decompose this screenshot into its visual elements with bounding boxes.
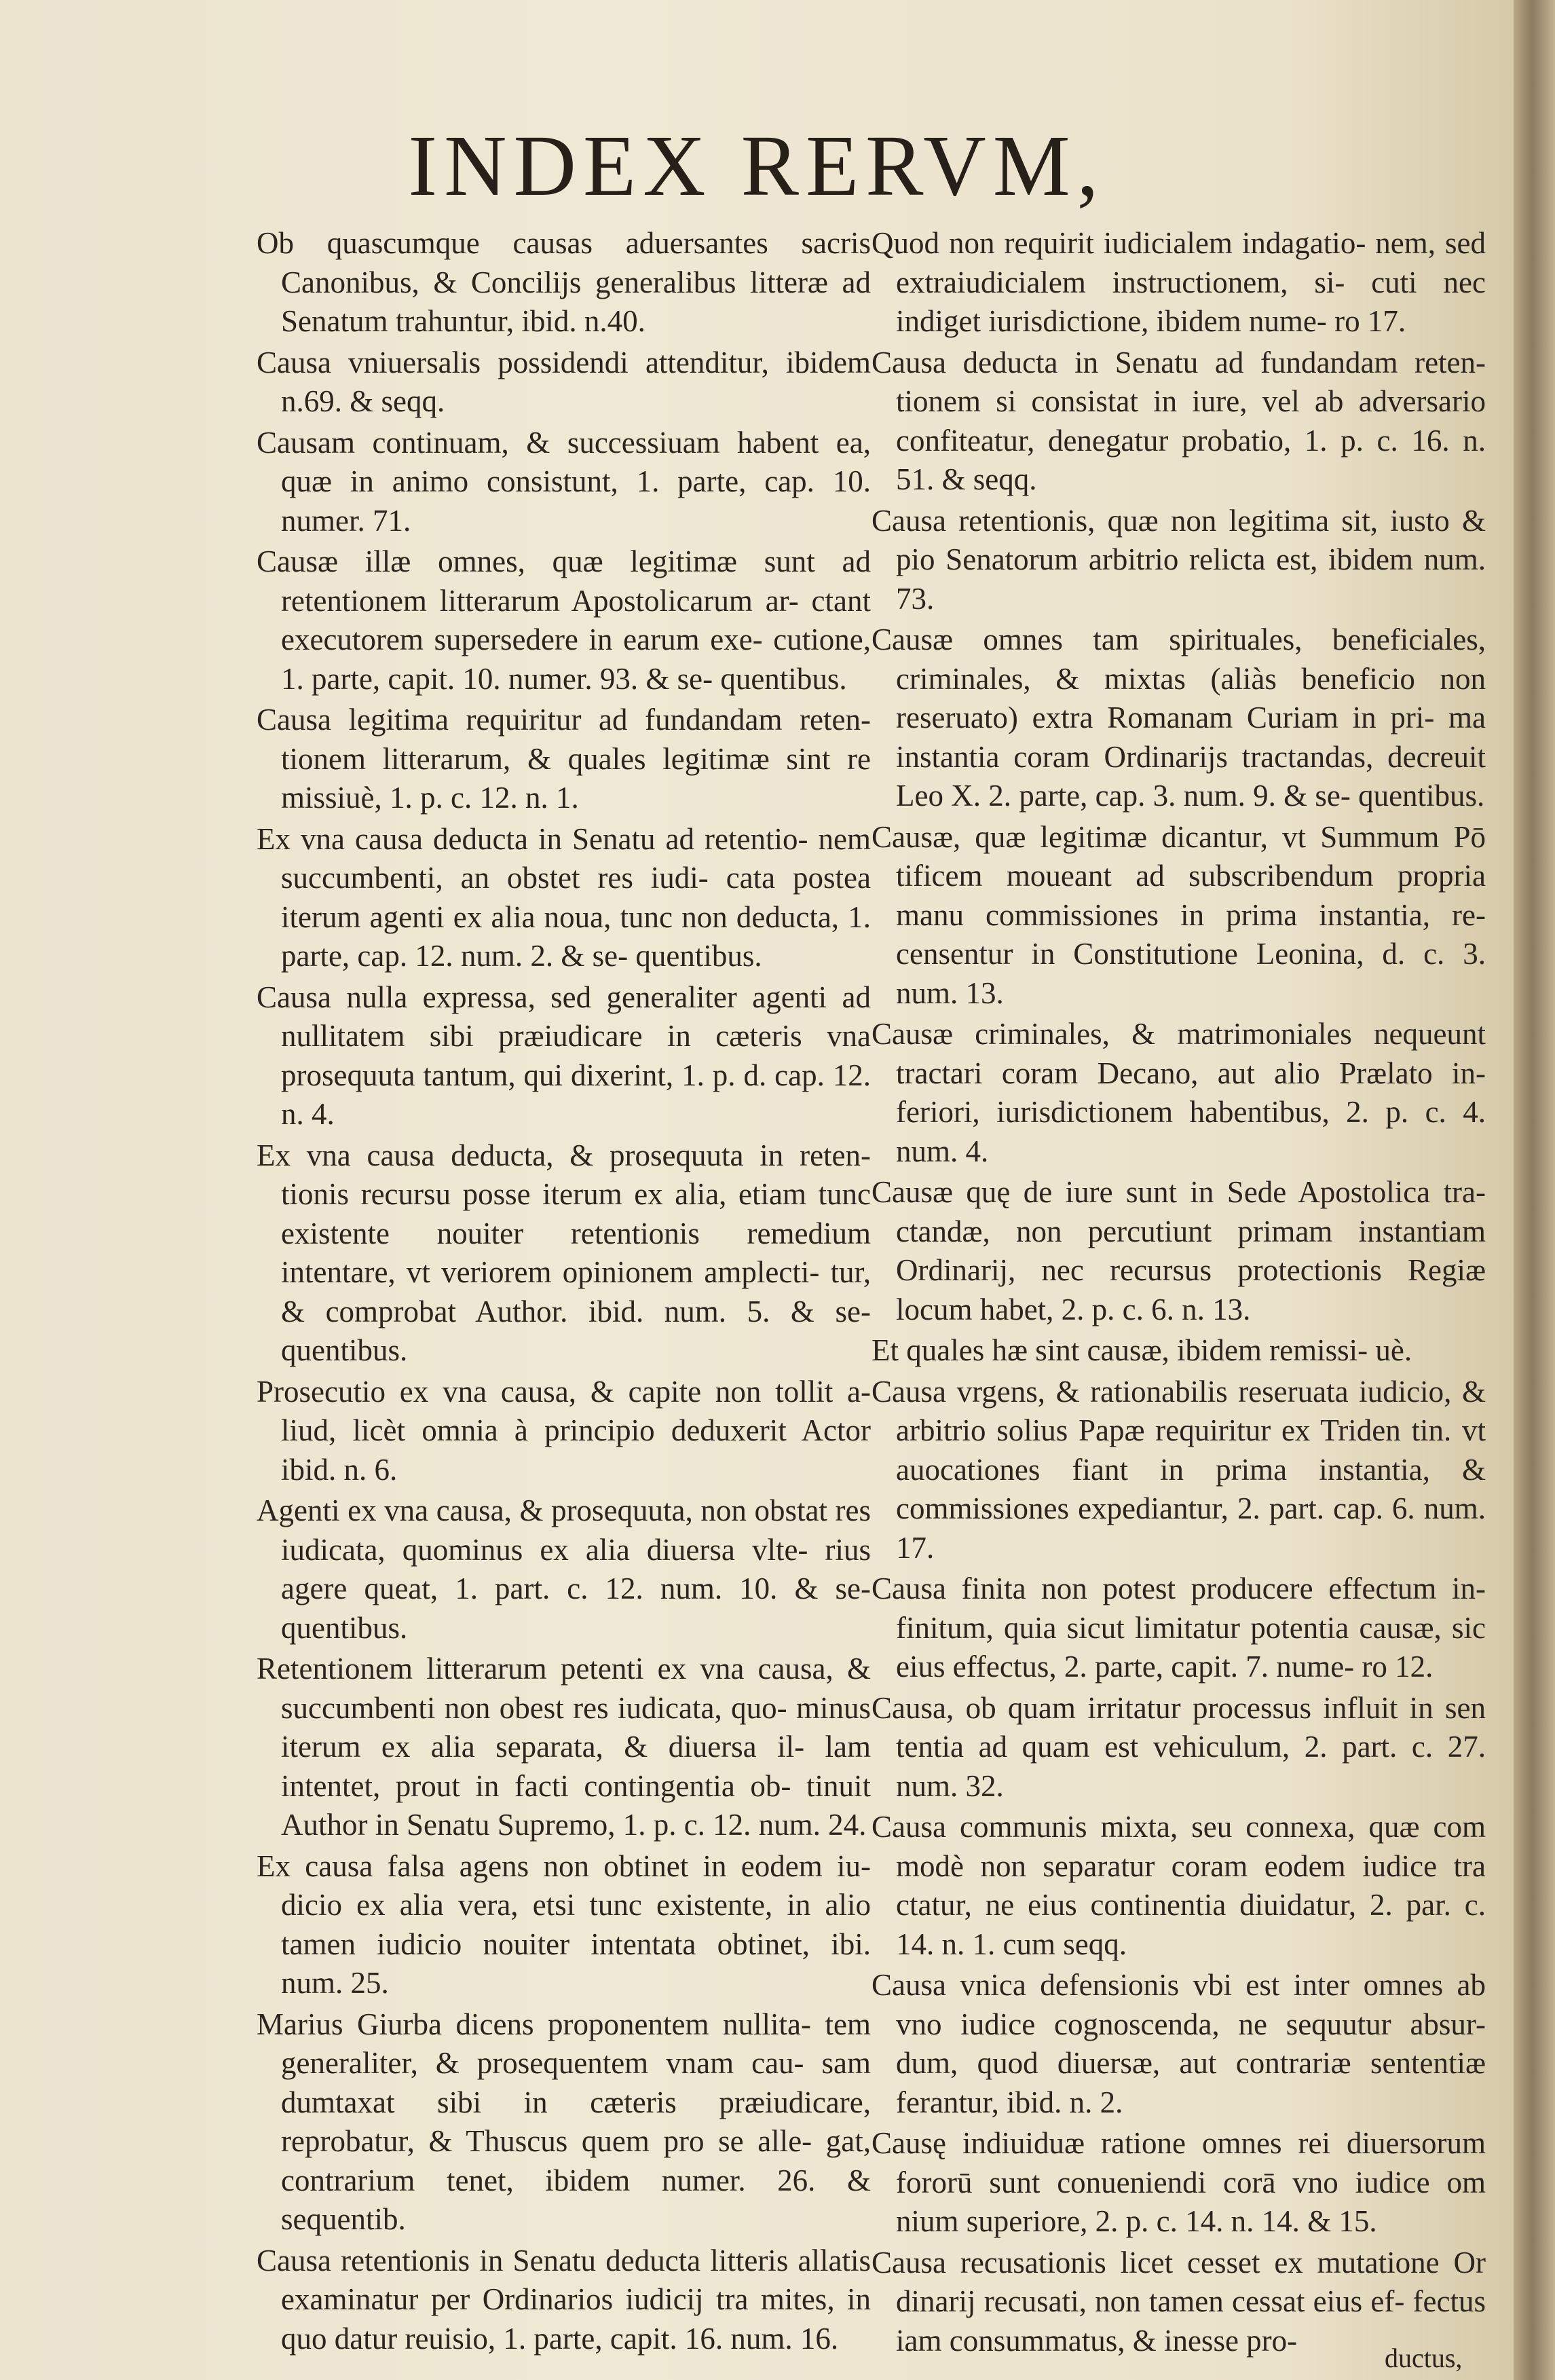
- index-entry: Ex causa falsa agens non obtinet in eodem iu- dicio ex alia vera, etsi tunc existente, in alio tamen iudicio nouiter intentata obtinet, ibi. num. 25.: [257, 1848, 871, 2000]
- catchword: ductus,: [1385, 2343, 1463, 2373]
- index-entry: Quod non requirit iudicialem indagatio- nem, sed extraiudicialem instructionem, si- cuti nec indiget iurisdictione, ibidem nume- ro 17.: [872, 226, 1486, 338]
- index-entry: Causæ illæ omnes, quæ legitimæ sunt ad retentionem litterarum Apostolicarum ar- ctant executorem supersedere in earum exe- cutione, 1. parte, capit. 10. numer. 93. & se- quentibus.: [257, 544, 871, 696]
- index-entry: Agenti ex vna causa, & prosequuta, non obstat res iudicata, quominus ex alia diuersa vlte- rius agere queat, 1. part. c. 12. num. 10. & se- quentibus.: [257, 1493, 871, 1645]
- index-entry: Causæ criminales, & matrimoniales nequeunt tractari coram Decano, aut alio Prælato in- feriori, iurisdictionem habentibus, 2. p. c. 4. num. 4.: [872, 1017, 1486, 1168]
- index-entry: Causa retentionis, quæ non legitima sit, iusto & pio Senatorum arbitrio relicta est, ibidem num. 73.: [872, 503, 1486, 616]
- index-entry: Causæ, quæ legitimæ dicantur, vt Summum Pō tificem moueant ad subscribendum propria manu commissiones in prima instantia, re- censentur in Constitutione Leonina, d. c. 3. num. 13.: [872, 819, 1486, 1010]
- index-entry: Et quales hæ sint causæ, ibidem remissi- uè.: [872, 1333, 1412, 1367]
- index-entry: Ex vna causa deducta, & prosequuta in reten- tionis recursu posse iterum ex alia, etiam tunc existente nouiter retentionis remedium intentare, vt veriorem opinionem amplecti- tur, & comprobat Author. ibid. num. 5. & se- quentibus.: [257, 1138, 871, 1367]
- index-entry: Causa recusationis licet cesset ex mutatione Or dinarij recusati, non tamen cessat eius ef- fectus iam consummatus, & inesse pro-: [872, 2245, 1486, 2358]
- index-entry: Causæ omnes tam spirituales, beneficiales, criminales, & mixtas (aliàs beneficio non reseruato) extra Romanam Curiam in pri- ma instantia coram Ordinarijs tractandas, decreuit Leo X. 2. parte, cap. 3. num. 9. & se- quentibus.: [872, 622, 1486, 813]
- index-entry: Causa vnica defensionis vbi est inter omnes ab vno iudice cognoscenda, ne sequutur absur- dum, quod diuersæ, aut contrariæ sententiæ ferantur, ibid. n. 2.: [872, 1968, 1486, 2119]
- index-entry: Causę indiuiduæ ratione omnes rei diuersorum fororū sunt conueniendi corā vno iudice om nium superiore, 2. p. c. 14. n. 14. & 15.: [872, 2126, 1486, 2238]
- index-entry: Causam continuam, & successiuam habent ea, quæ in animo consistunt, 1. parte, cap. 10. numer. 71.: [257, 425, 871, 538]
- page-title: INDEX RERVM,: [408, 117, 1106, 214]
- index-entry: Causæ quę de iure sunt in Sede Apostolica tra- ctandæ, non percutiunt primam instantiam Ordinarij, nec recursus protectionis Regiæ locum habet, 2. p. c. 6. n. 13.: [872, 1175, 1486, 1326]
- index-entry: Ob quascumque causas aduersantes sacris Canonibus, & Concilijs generalibus litteræ ad Senatum trahuntur, ibid. n.40.: [257, 226, 871, 338]
- index-entry: Retentionem litterarum petenti ex vna causa, & succumbenti non obest res iudicata, quo- minus iterum ex alia separata, & diuersa il- lam intentet, prout in facti contingentia ob- tinuit Author in Senatu Supremo, 1. p. c. 12. num. 24.: [257, 1652, 871, 1842]
- index-entry: Causa nulla expressa, sed generaliter agenti ad nullitatem sibi præiudicare in cæteris vna prosequuta tantum, qui dixerint, 1. p. d. cap. 12. n. 4.: [257, 980, 871, 1131]
- index-entry: Causa, ob quam irritatur processus influit in sen tentia ad quam est vehiculum, 2. part. c. 27. num. 32.: [872, 1690, 1486, 1803]
- index-entry: Causa deducta in Senatu ad fundandam reten- tionem si consistat in iure, vel ab adversario confiteatur, denegatur probatio, 1. p. c. 16. n. 51. & seqq.: [872, 345, 1486, 496]
- index-entry: Marius Giurba dicens proponentem nullita- tem generaliter, & prosequentem vnam cau- sam dumtaxat sibi in cæteris præiudicare, reprobatur, & Thuscus quem pro se alle- gat, contrarium tenet, ibidem numer. 26. & sequentib.: [257, 2007, 871, 2236]
- book-gutter: [1514, 0, 1555, 2380]
- index-entry: Causa communis mixta, seu connexa, quæ com modè non separatur coram eodem iudice tra ctatur, ne eius continentia diuidatur, 2. par. c. 14. n. 1. cum seqq.: [872, 1810, 1486, 1961]
- index-entry: Causa vrgens, & rationabilis reseruata iudicio, & arbitrio solius Papæ requiritur ex Triden tin. vt auocationes fiant in prima instantia, & commissiones expediantur, 2. part. cap. 6. num. 17.: [872, 1374, 1486, 1565]
- right-column: [872, 224, 1486, 2362]
- index-entry: Causa vniuersalis possidendi attenditur, ibidem n.69. & seqq.: [257, 345, 871, 418]
- index-entry: Causa finita non potest producere effectum in- finitum, quia sicut limitatur potentia causæ, sic eius effectus, 2. parte, capit. 7. nume- ro 12.: [872, 1572, 1486, 1684]
- index-entry: Causa legitima requiritur ad fundandam reten- tionem litterarum, & quales legitimæ sint re missiuè, 1. p. c. 12. n. 1.: [257, 703, 871, 815]
- index-entry: Causa retentionis in Senatu deducta litteris allatis examinatur per Ordinarios iudicij tra mites, in quo datur reuisio, 1. parte, capit. 16. num. 16.: [257, 2243, 871, 2356]
- left-column: [257, 224, 871, 2360]
- index-entry: Ex vna causa deducta in Senatu ad retentio- nem succumbenti, an obstet res iudi- cata postea iterum agenti ex alia noua, tunc non deducta, 1. parte, cap. 12. num. 2. & se- quentibus.: [257, 821, 871, 973]
- index-entry: Prosecutio ex vna causa, & capite non tollit a- liud, licèt omnia à principio deduxerit Actor ibid. n. 6.: [257, 1374, 871, 1487]
